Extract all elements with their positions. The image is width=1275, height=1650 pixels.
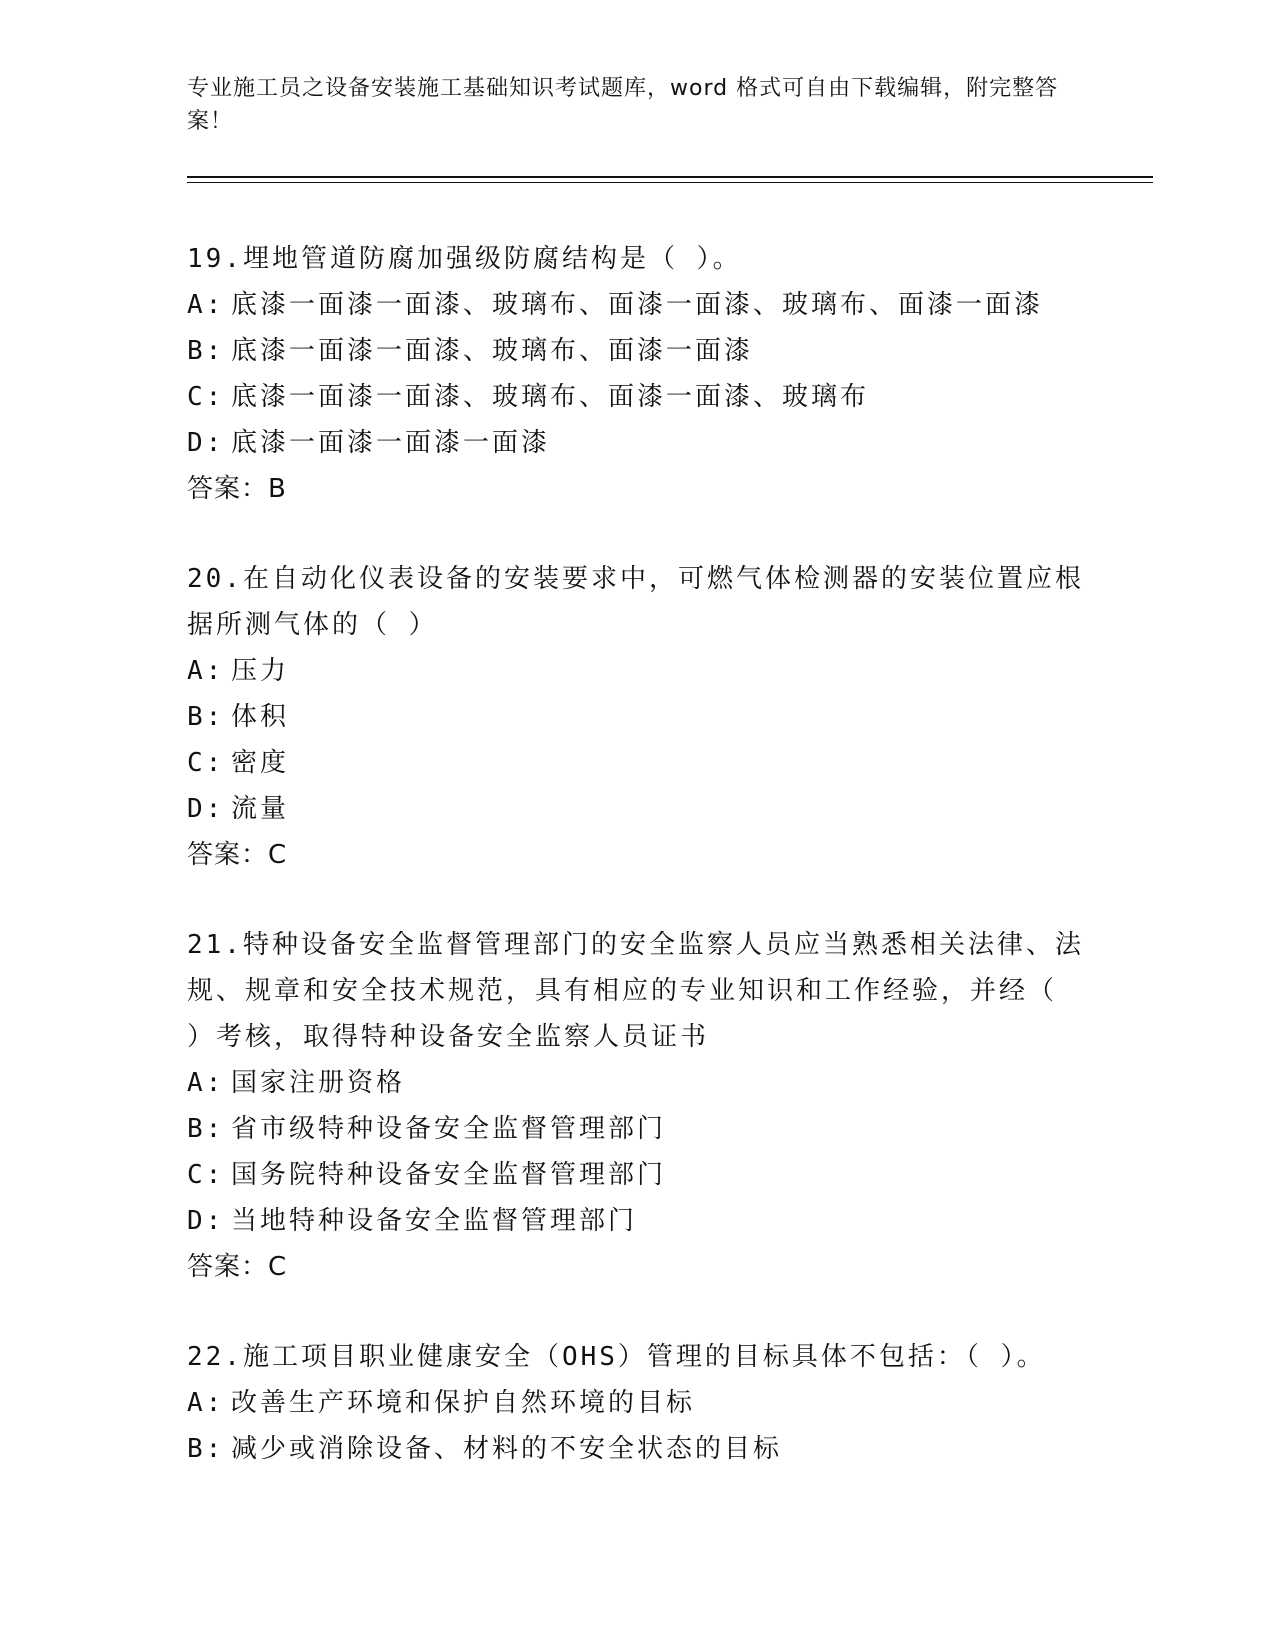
option-label: A:	[187, 1068, 225, 1098]
option-text: 改善生产环境和保护自然环境的目标	[231, 1388, 696, 1418]
option-c	[187, 374, 1087, 420]
header-divider-thin	[187, 182, 1153, 183]
option-text: 流量	[231, 794, 290, 824]
question-text: 21.特种设备安全监督管理部门的安全监察人员应当熟悉相关法律、法规、规章和安全技术规范，具有相应的专业知识和工作经验，并经（ ）考核，取得特种设备安全监察人员证书	[187, 930, 1084, 1052]
option-a	[187, 1380, 1087, 1426]
option-label: B:	[187, 702, 225, 732]
option-b	[187, 1426, 1087, 1472]
option-label: B:	[187, 1114, 225, 1144]
option-b	[187, 694, 1087, 740]
option-label: C:	[187, 382, 225, 412]
question-text: 22.施工项目职业健康安全（OHS）管理的目标具体不包括：（ ）。	[187, 1342, 1046, 1372]
option-text: 密度	[231, 748, 290, 778]
document-header	[187, 72, 1067, 138]
question-19	[187, 236, 1087, 512]
option-a	[187, 282, 1087, 328]
option-label: A:	[187, 1388, 225, 1418]
option-text: 底漆一面漆一面漆、玻璃布、面漆一面漆、玻璃布	[231, 382, 870, 412]
option-text: 当地特种设备安全监督管理部门	[231, 1206, 638, 1236]
question-20	[187, 556, 1087, 878]
option-c	[187, 1152, 1087, 1198]
option-text: 压力	[231, 656, 290, 686]
question-22	[187, 1334, 1087, 1472]
header-divider	[187, 176, 1153, 178]
option-label: B:	[187, 1434, 225, 1464]
option-b	[187, 1106, 1087, 1152]
option-d	[187, 786, 1087, 832]
option-text: 国务院特种设备安全监督管理部门	[231, 1160, 667, 1190]
option-text: 底漆一面漆一面漆、玻璃布、面漆一面漆	[231, 336, 754, 366]
option-label: D:	[187, 1206, 225, 1236]
option-text: 底漆一面漆一面漆一面漆	[231, 428, 551, 458]
option-d	[187, 420, 1087, 466]
option-a	[187, 648, 1087, 694]
option-text: 体积	[231, 702, 290, 732]
option-text: 国家注册资格	[231, 1068, 406, 1098]
answer: 答案：B	[187, 474, 287, 504]
option-a	[187, 1060, 1087, 1106]
option-label: D:	[187, 794, 225, 824]
option-c	[187, 740, 1087, 786]
option-label: C:	[187, 1160, 225, 1190]
question-21	[187, 922, 1087, 1290]
option-label: A:	[187, 290, 225, 320]
answer: 答案：C	[187, 840, 288, 870]
question-list	[187, 236, 1087, 1516]
option-label: A:	[187, 656, 225, 686]
option-d	[187, 1198, 1087, 1244]
question-text: 20.在自动化仪表设备的安装要求中，可燃气体检测器的安装位置应根据所测气体的（ ）	[187, 564, 1084, 640]
question-text: 19.埋地管道防腐加强级防腐结构是（ ）。	[187, 244, 742, 274]
option-b	[187, 328, 1087, 374]
header-text: 专业施工员之设备安装施工基础知识考试题库，word 格式可自由下载编辑，附完整答案！	[187, 76, 1059, 134]
option-text: 底漆一面漆一面漆、玻璃布、面漆一面漆、玻璃布、面漆一面漆	[231, 290, 1044, 320]
option-label: B:	[187, 336, 225, 366]
option-text: 省市级特种设备安全监督管理部门	[231, 1114, 667, 1144]
answer: 答案：C	[187, 1252, 288, 1282]
option-text: 减少或消除设备、材料的不安全状态的目标	[231, 1434, 783, 1464]
option-label: C:	[187, 748, 225, 778]
option-label: D:	[187, 428, 225, 458]
